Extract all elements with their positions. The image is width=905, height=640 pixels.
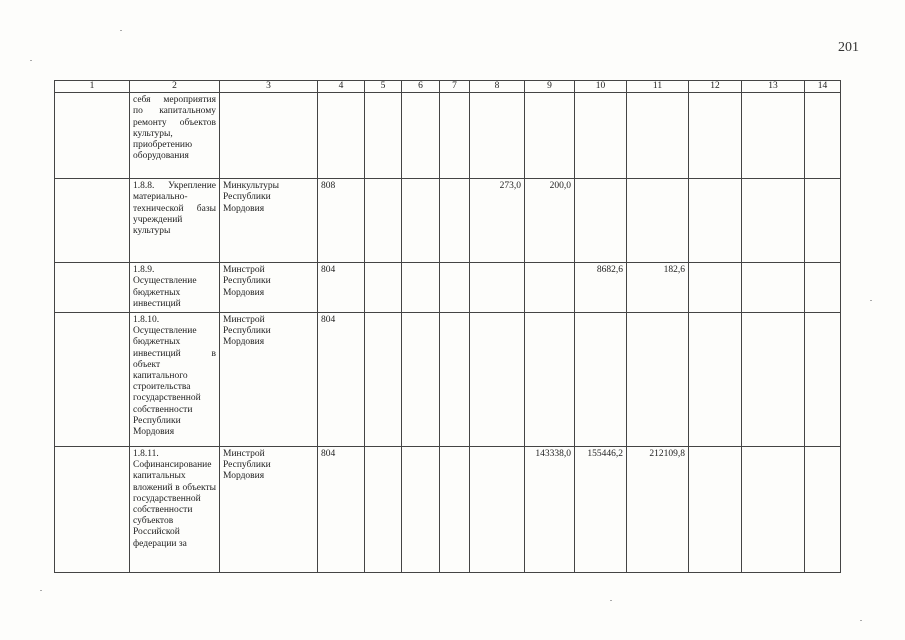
cell-c5 <box>365 179 402 263</box>
cell-c14 <box>805 263 841 313</box>
cell-c6 <box>402 93 440 179</box>
cell-c11: 212109,8 <box>627 447 689 573</box>
table-row-1-8-9 <box>55 263 841 313</box>
cell-c9: 200,0 <box>525 179 575 263</box>
cell-program <box>55 263 130 313</box>
cell-c9 <box>525 263 575 313</box>
cell-program <box>55 179 130 263</box>
table-row-continuation <box>55 93 841 179</box>
cell-c6 <box>402 263 440 313</box>
cell-executor: Минстрой Республики Мордовия <box>220 313 318 447</box>
cell-c7 <box>440 93 470 179</box>
table-row-1-8-10 <box>55 313 841 447</box>
cell-c7 <box>440 313 470 447</box>
cell-code: 804 <box>318 263 365 313</box>
cell-c11 <box>627 179 689 263</box>
cell-c11 <box>627 313 689 447</box>
cell-c10: 8682,6 <box>575 263 627 313</box>
cell-program <box>55 447 130 573</box>
cell-c8 <box>470 447 525 573</box>
cell-code: 804 <box>318 313 365 447</box>
cell-c13 <box>742 179 805 263</box>
col-header-8: 8 <box>470 81 525 93</box>
col-header-14: 14 <box>805 81 841 93</box>
cell-description: 1.8.8. Укрепление материально-технической базы учреждений культуры <box>130 179 220 263</box>
col-header-6: 6 <box>402 81 440 93</box>
cell-c14 <box>805 179 841 263</box>
cell-c12 <box>689 263 742 313</box>
cell-c8 <box>470 313 525 447</box>
cell-c14 <box>805 447 841 573</box>
table-row-1-8-8 <box>55 179 841 263</box>
cell-c11 <box>627 93 689 179</box>
cell-c13 <box>742 93 805 179</box>
cell-c9 <box>525 93 575 179</box>
cell-c12 <box>689 179 742 263</box>
col-header-13: 13 <box>742 81 805 93</box>
col-header-3: 3 <box>220 81 318 93</box>
cell-description: себя мероприятия по капитальному ремонту объектов культуры, приобретению оборудования <box>130 93 220 179</box>
cell-c6 <box>402 313 440 447</box>
col-header-9: 9 <box>525 81 575 93</box>
col-header-11: 11 <box>627 81 689 93</box>
cell-code: 804 <box>318 447 365 573</box>
cell-c5 <box>365 313 402 447</box>
cell-executor: Минстрой Республики Мордовия <box>220 447 318 573</box>
col-header-4: 4 <box>318 81 365 93</box>
cell-c5 <box>365 93 402 179</box>
cell-c7 <box>440 263 470 313</box>
cell-c9 <box>525 313 575 447</box>
cell-description: 1.8.11. Софинансирование капитальных вложений в объекты государственной собственности субъектов Российской федерации за <box>130 447 220 573</box>
cell-c7 <box>440 179 470 263</box>
cell-c12 <box>689 447 742 573</box>
cell-c8 <box>470 93 525 179</box>
cell-description: 1.8.9. Осуществление бюджетных инвестиций <box>130 263 220 313</box>
cell-c13 <box>742 313 805 447</box>
col-header-1: 1 <box>55 81 130 93</box>
cell-program <box>55 93 130 179</box>
cell-c8 <box>470 263 525 313</box>
cell-c10: 155446,2 <box>575 447 627 573</box>
cell-code <box>318 93 365 179</box>
col-header-10: 10 <box>575 81 627 93</box>
cell-c14 <box>805 93 841 179</box>
cell-c12 <box>689 313 742 447</box>
cell-description: 1.8.10. Осуществление бюджетных инвестиций в объект капитального строительства государственной собственности Республики Мордовия <box>130 313 220 447</box>
cell-c10 <box>575 179 627 263</box>
cell-executor <box>220 93 318 179</box>
cell-c6 <box>402 447 440 573</box>
cell-c11: 182,6 <box>627 263 689 313</box>
cell-c7 <box>440 447 470 573</box>
cell-c12 <box>689 93 742 179</box>
cell-c13 <box>742 263 805 313</box>
cell-c5 <box>365 447 402 573</box>
cell-c10 <box>575 93 627 179</box>
cell-c9: 143338,0 <box>525 447 575 573</box>
col-header-12: 12 <box>689 81 742 93</box>
col-header-5: 5 <box>365 81 402 93</box>
cell-executor: Минстрой Республики Мордовия <box>220 263 318 313</box>
cell-executor: Минкультуры Республики Мордовия <box>220 179 318 263</box>
page-number: 201 <box>838 40 859 55</box>
cell-code: 808 <box>318 179 365 263</box>
cell-c5 <box>365 263 402 313</box>
cell-c10 <box>575 313 627 447</box>
col-header-2: 2 <box>130 81 220 93</box>
cell-program <box>55 313 130 447</box>
col-header-7: 7 <box>440 81 470 93</box>
cell-c6 <box>402 179 440 263</box>
budget-table <box>54 80 841 573</box>
cell-c8: 273,0 <box>470 179 525 263</box>
cell-c14 <box>805 313 841 447</box>
cell-c13 <box>742 447 805 573</box>
header-row <box>55 81 841 93</box>
table-row-1-8-11 <box>55 447 841 573</box>
